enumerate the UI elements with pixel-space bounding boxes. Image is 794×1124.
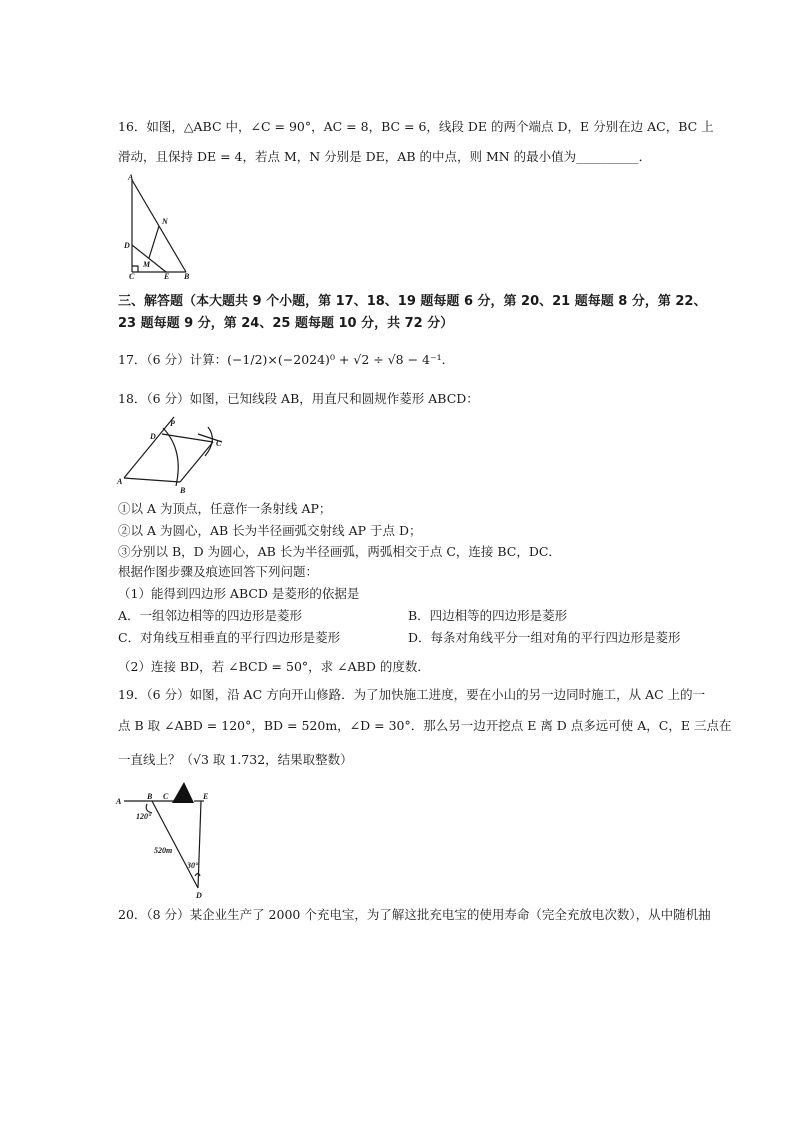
q18-intro: 18．（6 分）如图，已知线段 AB，用直尺和圆规作菱形 ABCD： [118,391,479,406]
section3-heading-line-2: 23 题每题 9 分，第 24、25 题每题 10 分，共 72 分） [118,316,454,331]
q19-label-angle-30: 30° [187,861,199,870]
q19-road-figure [114,780,218,902]
q18-label-c: C [216,439,222,448]
q18-option-d: D．每条对角线平分一组对角的平行四边形是菱形 [408,630,681,645]
q18-option-c: C．对角线互相垂直的平行四边形是菱形 [118,630,341,645]
q19-line-3: 一直线上？（√3 取 1.732，结果取整数） [118,752,353,767]
q19-label-d: D [196,891,202,900]
q20-line-1: 20．（8 分）某企业生产了 2000 个充电宝，为了解这批充电宝的使用寿命（完全充放电次数），从中随机抽 [118,907,711,922]
q16-label-c: C [129,272,135,280]
q16-label-m: M [143,260,151,269]
section3-heading-line-1: 三、解答题（本大题共 9 个小题，第 17、18、19 题每题 6 分，第 20、21 题每题 8 分，第 22、 [118,294,707,309]
q19-label-angle-120: 120° [136,812,152,821]
q18-step-1: ①以 A 为顶点，任意作一条射线 AP； [118,501,332,516]
q18-option-b: B．四边相等的四边形是菱形 [408,608,568,623]
q17-text: 17．（6 分）计算：(−1/2)×(−2024)⁰ + √2 ÷ √8 − 4⁻¹． [118,352,455,367]
q19-label-b: B [147,792,153,801]
q18-sub-2: （2）连接 BD，若 ∠BCD = 50°，求 ∠ABD 的度数． [118,659,430,674]
q18-label-a: A [117,477,123,486]
q16-label-n: N [162,217,168,226]
q19-label-e: E [203,792,209,801]
q16-triangle-figure [118,172,202,280]
mountain-icon [172,782,194,803]
q19-line-1: 19．（6 分）如图，沿 AC 方向开山修路．为了加快施工进度，要在小山的另一边同时施工，从 AC 上的一 [118,687,706,702]
q18-prompt: 根据作图步骤及痕迹回答下列问题： [118,564,319,579]
q18-step-3: ③分别以 B，D 为圆心，AB 长为半径画弧，两弧相交于点 C，连接 BC，DC． [118,544,561,559]
q19-label-c: C [163,792,169,801]
q16-line-2: 滑动，且保持 DE = 4，若点 M，N 分别是 DE，AB 的中点，则 MN 的最小值为__________． [118,149,652,164]
q18-sub-1: （1）能得到四边形 ABCD 是菱形的依据是 [118,586,360,601]
q16-label-e: E [164,272,170,280]
q19-label-a: A [116,797,122,806]
q18-label-b: B [180,486,186,495]
q19-label-length: 520m [154,846,173,855]
q16-label-b: B [184,272,190,280]
q18-label-d: D [150,432,156,441]
q19-line-2: 点 B 取 ∠ABD = 120°，BD = 520m，∠D = 30°．那么另一边开挖点 E 离 D 点多远可使 A，C，E 三点在 [118,718,732,733]
q16-label-d: D [124,241,130,250]
q18-label-p: P [170,419,175,428]
q18-option-a: A．一组邻边相等的四边形是菱形 [118,608,303,623]
q18-rhombus-figure [112,412,232,498]
q16-label-a: A [128,173,134,182]
q16-line-1: 16．如图，△ABC 中，∠C = 90°，AC = 8，BC = 6，线段 DE 的两个端点 D，E 分别在边 AC，BC 上 [118,119,714,134]
q18-step-2: ②以 A 为圆心，AB 长为半径画弧交射线 AP 于点 D； [118,523,422,538]
